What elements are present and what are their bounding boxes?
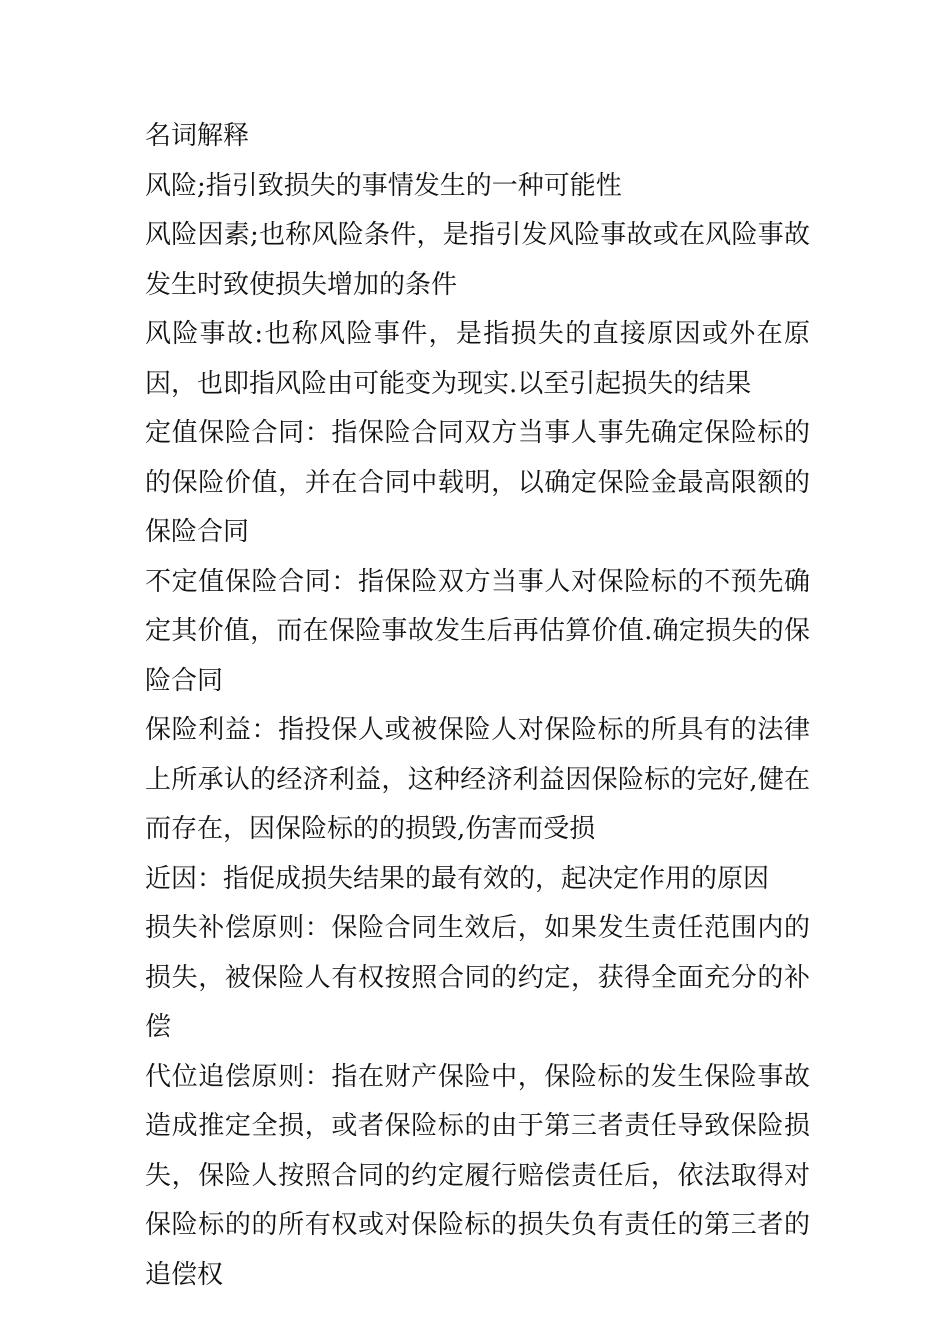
definition-risk-factor: 风险因素;也称风险条件，是指引发风险事故或在风险事故发生时致使损失增加的条件 [145, 220, 810, 300]
definition-valued-contract: 定值保险合同：指保险合同双方当事人事先确定保险标的的保险价值，并在合同中载明，以确定保险金最高限额的保险合同 [145, 418, 810, 547]
definition-proximate-cause: 近因：指促成损失结果的最有效的，起决定作用的原因 [145, 863, 770, 894]
document-body [145, 112, 810, 1300]
definition-risk: 风险;指引致损失的事情发生的一种可能性 [145, 170, 622, 201]
definition-subrogation-principle: 代位追偿原则：指在财产保险中，保险标的发生保险事故造成推定全损，或者保险标的由于第三者责任导致保险损失，保险人按照合同的约定履行赔偿责任后，依法取得对保险标的的所有权或对保险标的损失负有责任的第三者的追偿权 [145, 1061, 810, 1290]
definition-unvalued-contract: 不定值保险合同：指保险双方当事人对保险标的不预先确定其价值，而在保险事故发生后再估算价值.确定损失的保险合同 [145, 566, 810, 696]
document-title: 名词解释 [145, 121, 250, 151]
definition-indemnity-principle: 损失补偿原则：保险合同生效后，如果发生责任范围内的损失，被保险人有权按照合同的约定，获得全面充分的补偿 [145, 913, 810, 1042]
definition-risk-accident: 风险事故:也称风险事件，是指损失的直接原因或外在原因，也即指风险由可能变为现实.以至引起损失的结果 [145, 319, 810, 399]
definition-insurable-interest: 保险利益：指投保人或被保险人对保险标的所具有的法律上所承认的经济利益，这种经济利益因保险标的完好,健在而存在，因保险标的的损毁,伤害而受损 [145, 715, 810, 844]
